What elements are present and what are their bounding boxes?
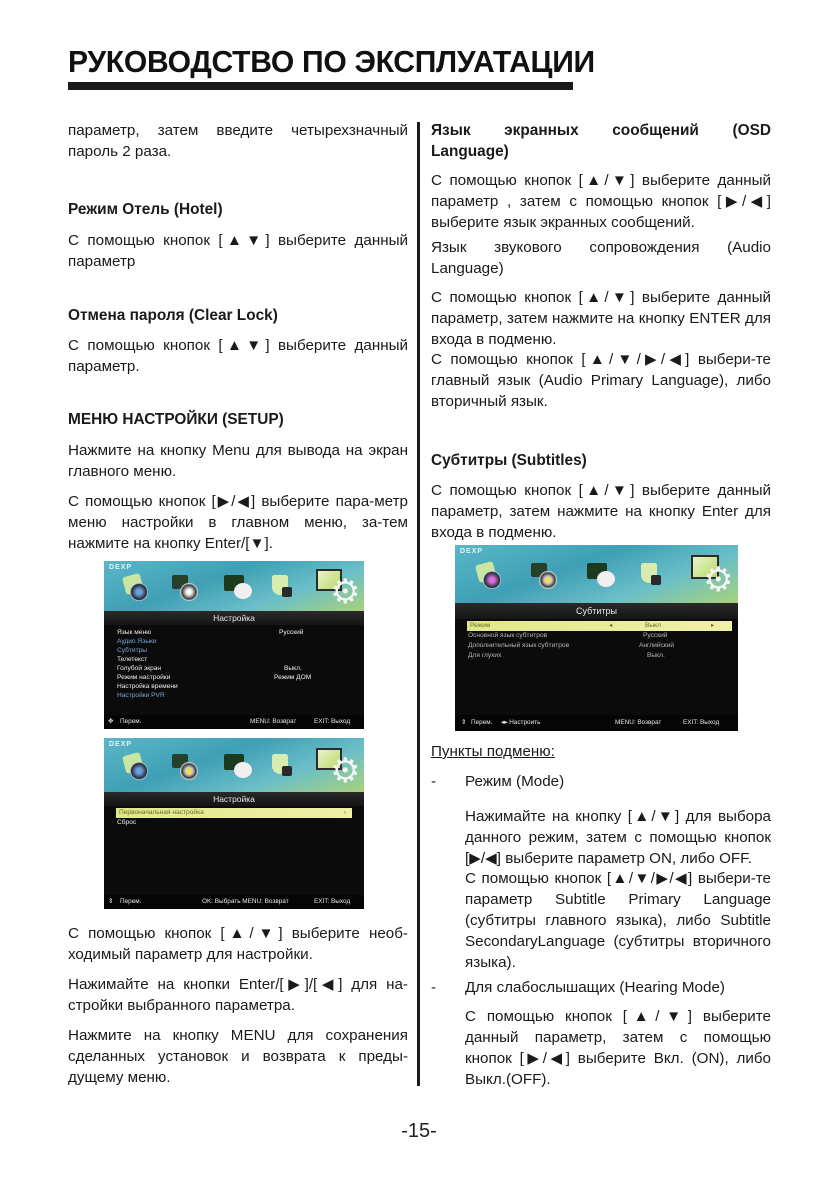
tv-icon-bar xyxy=(104,738,364,792)
paragraph-setup-2: С помощью кнопок [▶/◀] выберите пара-метр меню настройки в главном меню, за-тем нажмите на кнопку Enter/[▼]. xyxy=(68,493,408,552)
channel-icon xyxy=(224,754,252,782)
paragraph-audio-1: С помощью кнопок [▲/▼] выберите данный параметр, затем нажмите на кнопку ENTER для входа в подменю. xyxy=(431,289,771,348)
paragraph-after-3: Нажмите на кнопку MENU для сохранения сделанных установок и возврата к преды-дущему меню. xyxy=(68,1027,408,1086)
page-title: РУКОВОДСТВО ПО ЭКСПЛУАТАЦИИ xyxy=(68,44,595,79)
sound-icon xyxy=(172,754,200,782)
submenu-item-mode-text-1: Нажимайте на кнопку [▲/▼] для выбора данного режим, затем с помощью кнопок [▶/◀] выберите параметр ON, либо OFF. xyxy=(465,808,771,867)
list-bullet: - xyxy=(431,773,437,790)
paragraph-audio-heading: Язык звукового сопровождения (Audio Language) xyxy=(431,239,771,277)
nav-icon: ⇕ xyxy=(108,898,114,905)
tv-menu-row[interactable]: Дополнительный язык субтитров Английский xyxy=(468,642,675,649)
tv-menu-row[interactable]: Аудио Языки xyxy=(117,638,157,645)
tv-menu-title: Субтитры xyxy=(455,603,738,619)
nav-icon: ⇕ xyxy=(461,719,467,726)
tv-menu-row[interactable]: Настройка времени xyxy=(117,683,178,690)
heading-hotel-mode: Режим Отель (Hotel) xyxy=(68,201,223,218)
heading-setup-menu: МЕНЮ НАСТРОЙКИ (SETUP) xyxy=(68,411,284,428)
paragraph-subtitles: С помощью кнопок [▲/▼] выберите данный параметр, затем нажмите на кнопку Enter для входа в подменю. xyxy=(431,482,771,541)
left-arrow-icon[interactable]: ◂ xyxy=(609,622,613,629)
paragraph-hotel-mode: С помощью кнопок [▲▼] выберите данный параметр xyxy=(68,232,408,270)
tv-menu-row-selected[interactable]: Режим ◂ Выкл ▸ xyxy=(467,621,732,631)
tv-screenshot-subtitles-menu xyxy=(455,545,738,731)
tv-menu-row[interactable]: Субтитры xyxy=(117,647,148,654)
submenu-item-mode-title: Режим (Mode) xyxy=(465,773,565,790)
tv-menu-row[interactable]: Сброс xyxy=(117,819,137,826)
lock-icon xyxy=(272,754,300,782)
channel-icon xyxy=(587,563,615,591)
right-arrow-icon[interactable]: ▸ xyxy=(711,622,715,629)
tv-icon-bar xyxy=(455,545,738,603)
picture-icon xyxy=(475,563,503,591)
brand-logo: DEXP xyxy=(109,741,133,748)
lock-icon xyxy=(641,563,669,591)
tv-screenshot-setup-menu xyxy=(104,561,364,729)
tv-menu-row[interactable]: Телетекст xyxy=(117,656,148,663)
paragraph-password: параметр, затем введите четырехзначный пароль 2 раза. xyxy=(68,122,408,160)
tv-menu-row[interactable]: Голубой экран Выкл. xyxy=(117,665,302,672)
sound-icon xyxy=(531,563,559,591)
gear-icon: ⚙ xyxy=(703,561,734,599)
tv-menu-row[interactable]: Режим настройки Режим ДОМ xyxy=(117,674,312,681)
paragraph-osd-language: С помощью кнопок [▲/▼] выберите данный параметр , затем с помощью кнопок [▶/◀] выберите язык экранных сообщений. xyxy=(431,172,771,231)
heading-subtitles: Субтитры (Subtitles) xyxy=(431,452,587,469)
brand-logo: DEXP xyxy=(109,564,133,571)
submenu-items-label: Пункты подменю: xyxy=(431,743,555,760)
picture-icon xyxy=(122,754,150,782)
list-bullet: - xyxy=(431,979,437,996)
submenu-item-hearing-title: Для слабослышащих (Hearing Mode) xyxy=(465,979,725,996)
tv-menu-row[interactable]: Для глухих Выкл. xyxy=(468,652,665,659)
paragraph-after-1: С помощью кнопок [▲/▼] выберите необ-ходимый параметр для настройки. xyxy=(68,925,408,963)
paragraph-audio-2: С помощью кнопок [▲/▼/▶/◀] выбери-те главный язык (Audio Primary Language), либо вторичный язык. xyxy=(431,351,771,410)
tv-footer-hints: ⇕ Перем. ◂▸ Настроить MENU: Возврат EXIT: Выход xyxy=(455,715,738,731)
tv-menu-row[interactable]: Основной язык субтитров Русский xyxy=(468,632,668,639)
tv-screenshot-setup-submenu xyxy=(104,738,364,909)
tv-menu-title: Настройка xyxy=(104,611,364,625)
paragraph-clear-lock: С помощью кнопок [▲▼] выберите данный параметр. xyxy=(68,337,408,375)
tv-menu-row-selected[interactable]: Первоначальная настройка › xyxy=(116,808,352,818)
tv-footer-hints: ✥ Перем. MENU: Возврат EXIT: Выход xyxy=(104,715,364,729)
submenu-item-hearing-text: С помощью кнопок [▲/▼] выберите данный параметр, затем с помощью кнопок [▶/◀] выберите Вкл. (ON), либо Выкл.(OFF). xyxy=(465,1008,771,1088)
brand-logo: DEXP xyxy=(460,548,484,555)
tv-footer-hints: ⇕ Перем. OK: Выбрать MENU: Возврат EXIT: Выход xyxy=(104,895,364,909)
page-number: -15- xyxy=(401,1120,437,1142)
tv-menu-title: Настройка xyxy=(104,792,364,806)
paragraph-setup-1: Нажмите на кнопку Menu для вывода на экран главного меню. xyxy=(68,442,408,480)
lock-icon xyxy=(272,575,300,603)
gear-icon: ⚙ xyxy=(330,752,361,790)
gear-icon: ⚙ xyxy=(330,573,361,611)
column-divider xyxy=(417,122,420,1086)
tv-menu-row[interactable]: Язык меню Русский xyxy=(117,629,304,636)
paragraph-after-2: Нажимайте на кнопки Enter/[▶]/[◀] для на-стройки выбранного параметра. xyxy=(68,976,408,1014)
channel-icon xyxy=(224,575,252,603)
sound-icon xyxy=(172,575,200,603)
tv-menu-row[interactable]: Настройки PVR xyxy=(117,692,165,699)
heading-clear-lock: Отмена пароля (Clear Lock) xyxy=(68,307,278,324)
submenu-item-mode-text-2: С помощью кнопок [▲/▼/▶/◀] выбери-те параметр Subtitle Primary Language (субтитры главного языка), либо Subtitle SecondaryLanguage (субтитры вторичного языка). xyxy=(465,870,771,971)
heading-osd-language: Язык экранных сообщений (OSD Language) xyxy=(431,122,771,160)
tv-icon-bar xyxy=(104,561,364,611)
nav-icon: ✥ xyxy=(108,718,114,725)
picture-icon xyxy=(122,575,150,603)
